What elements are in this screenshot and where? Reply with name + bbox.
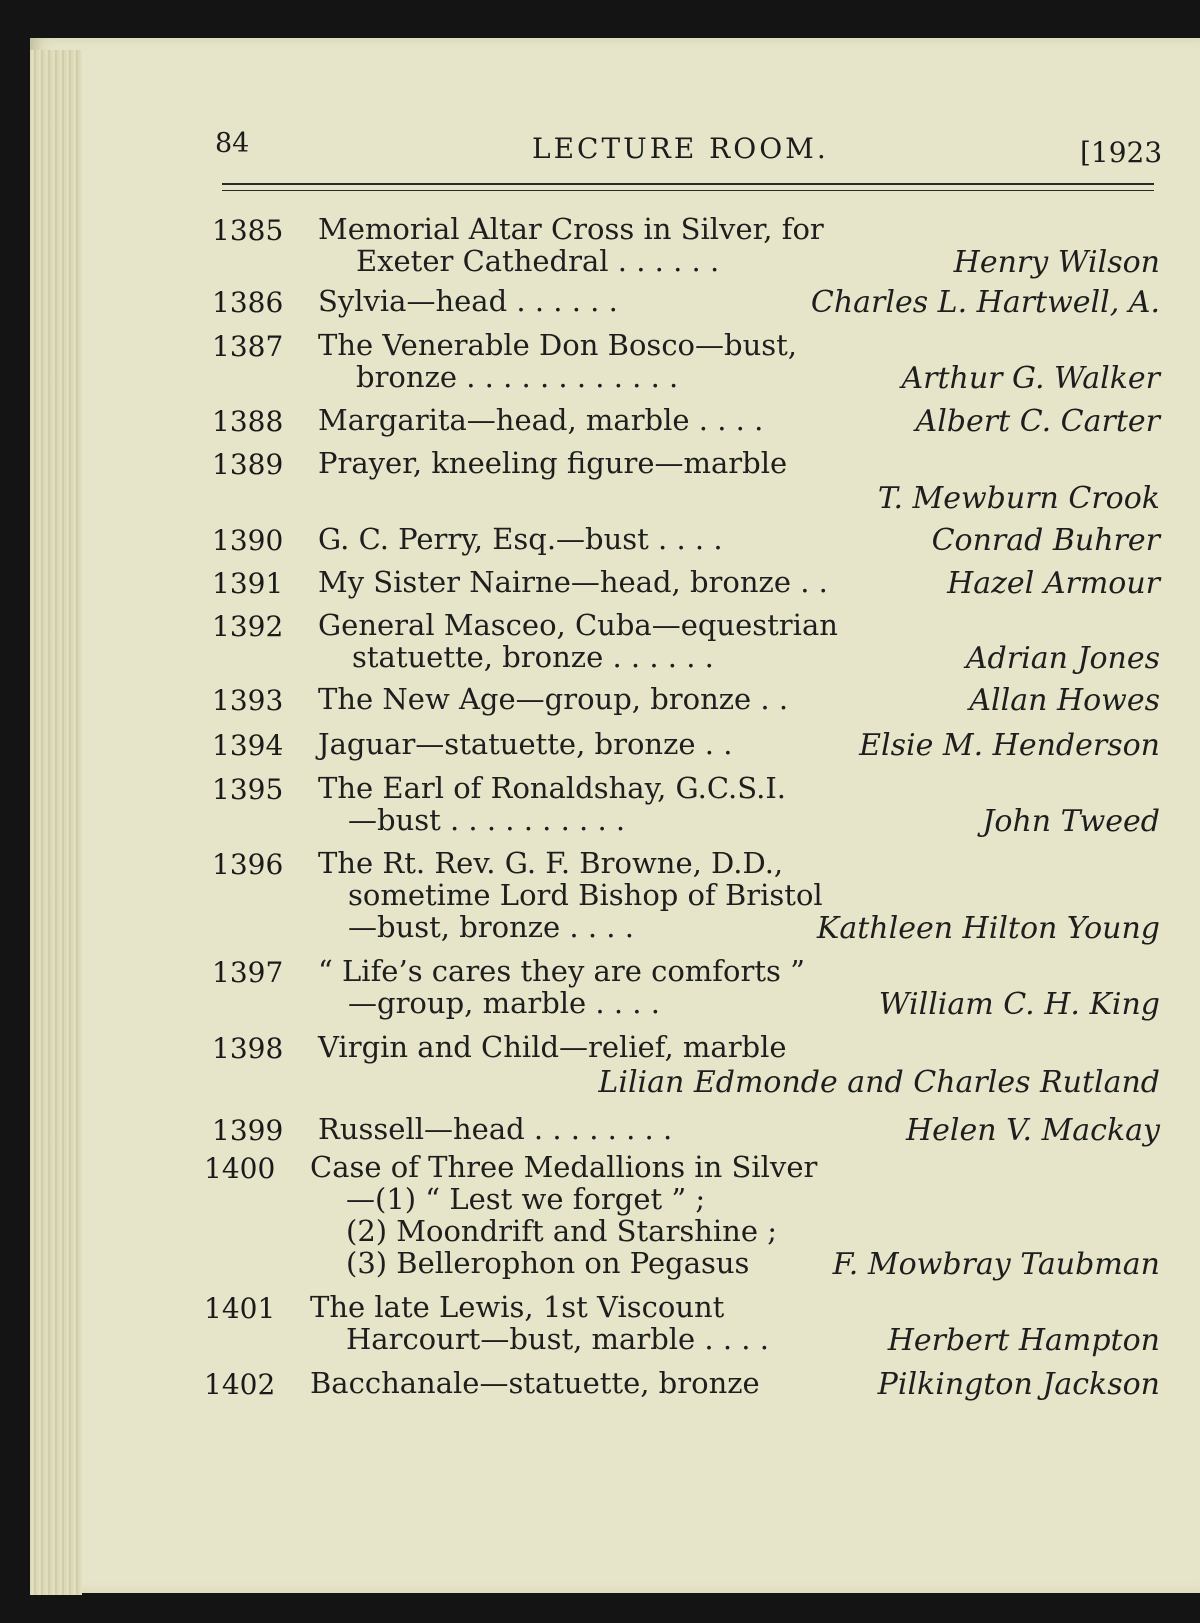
entry-number: 1392	[212, 610, 284, 643]
entry-description-line: bronze . . . . . . . . . . . .	[356, 360, 679, 394]
entry-number: 1390	[212, 524, 284, 557]
entry-description-line: The Venerable Don Bosco—bust,	[318, 328, 798, 362]
entry-description-line: Case of Three Medallions in Silver	[310, 1150, 818, 1184]
entry-description-line: Russell—head . . . . . . . .	[318, 1112, 673, 1146]
entry-description-line: Virgin and Child—relief, marble	[318, 1030, 787, 1064]
artist-name: T. Mewburn Crook	[877, 481, 1160, 516]
artist-name: Pilkington Jackson	[877, 1367, 1160, 1402]
entry-description-line: statuette, bronze . . . . . .	[352, 640, 714, 674]
entry-description-line: Prayer, kneeling figure—marble	[318, 446, 788, 480]
entry-description-line: —bust, bronze . . . .	[348, 910, 634, 944]
artist-name: Conrad Buhrer	[931, 523, 1160, 558]
artist-name: Helen V. Mackay	[905, 1113, 1160, 1148]
entry-description-line: Bacchanale—statuette, bronze	[310, 1366, 760, 1400]
artist-name: F. Mowbray Taubman	[832, 1247, 1160, 1282]
entry-number: 1389	[212, 448, 284, 481]
entry-number: 1401	[204, 1292, 276, 1325]
running-header	[0, 128, 1200, 178]
artist-name: Kathleen Hilton Young	[816, 911, 1160, 946]
entry-number: 1391	[212, 567, 284, 600]
artist-name: Charles L. Hartwell, A.	[810, 285, 1160, 320]
artist-name: Elsie M. Henderson	[859, 728, 1160, 763]
entry-description-line: The late Lewis, 1st Viscount	[310, 1290, 725, 1324]
entry-description-line: The New Age—group, bronze . .	[318, 682, 789, 716]
entry-description-line: The Rt. Rev. G. F. Browne, D.D.,	[318, 846, 784, 880]
entry-description-line: Margarita—head, marble . . . .	[318, 403, 764, 437]
entry-number: 1398	[212, 1032, 284, 1065]
artist-name: Lilian Edmonde and Charles Rutland	[598, 1065, 1160, 1100]
entry-number: 1402	[204, 1368, 276, 1401]
page-title: LECTURE ROOM.	[532, 132, 829, 165]
entry-number: 1395	[212, 773, 284, 806]
header-rule-thin	[222, 190, 1154, 191]
page-number: 84	[215, 128, 250, 159]
entry-description-line: (2) Moondrift and Starshine ;	[346, 1214, 777, 1248]
entry-description-line: sometime Lord Bishop of Bristol	[348, 878, 823, 912]
entry-description-line: —(1) “ Lest we forget ” ;	[346, 1182, 706, 1216]
artist-name: Herbert Hampton	[887, 1323, 1160, 1358]
entry-number: 1400	[204, 1152, 276, 1185]
entry-description-line: Memorial Altar Cross in Silver, for	[318, 212, 824, 246]
entry-number: 1386	[212, 286, 284, 319]
entry-description-line: G. C. Perry, Esq.—bust . . . .	[318, 522, 723, 556]
entry-description-line: (3) Bellerophon on Pegasus	[346, 1246, 750, 1280]
entry-number: 1385	[212, 214, 284, 247]
entry-number: 1399	[212, 1114, 284, 1147]
entry-description-line: The Earl of Ronaldshay, G.C.S.I.	[318, 771, 786, 805]
artist-name: Albert C. Carter	[915, 404, 1160, 439]
entry-description-line: Jaguar—statuette, bronze . .	[318, 727, 733, 761]
artist-name: John Tweed	[982, 804, 1160, 839]
artist-name: William C. H. King	[878, 987, 1160, 1022]
entry-number: 1393	[212, 684, 284, 717]
artist-name: Arthur G. Walker	[901, 361, 1160, 396]
artist-name: Allan Howes	[969, 683, 1160, 718]
entry-number: 1387	[212, 330, 284, 363]
entry-description-line: My Sister Nairne—head, bronze . .	[318, 565, 828, 599]
artist-name: Hazel Armour	[947, 566, 1160, 601]
entry-description-line: “ Life’s cares they are comforts ”	[318, 954, 805, 988]
entry-description-line: Sylvia—head . . . . . .	[318, 284, 618, 318]
header-rule	[222, 183, 1154, 185]
entry-number: 1388	[212, 405, 284, 438]
artist-name: Henry Wilson	[953, 245, 1160, 280]
year-mark: [1923	[1080, 136, 1163, 169]
entry-description-line: —bust . . . . . . . . . .	[348, 803, 626, 837]
entry-number: 1396	[212, 848, 284, 881]
page-edges	[30, 50, 82, 1595]
artist-name: Adrian Jones	[965, 641, 1160, 676]
entry-number: 1397	[212, 956, 284, 989]
entry-description-line: General Masceo, Cuba—equestrian	[318, 608, 838, 642]
entry-number: 1394	[212, 729, 284, 762]
entry-description-line: —group, marble . . . .	[348, 986, 660, 1020]
entry-description-line: Harcourt—bust, marble . . . .	[346, 1322, 769, 1356]
entry-description-line: Exeter Cathedral . . . . . .	[356, 244, 720, 278]
